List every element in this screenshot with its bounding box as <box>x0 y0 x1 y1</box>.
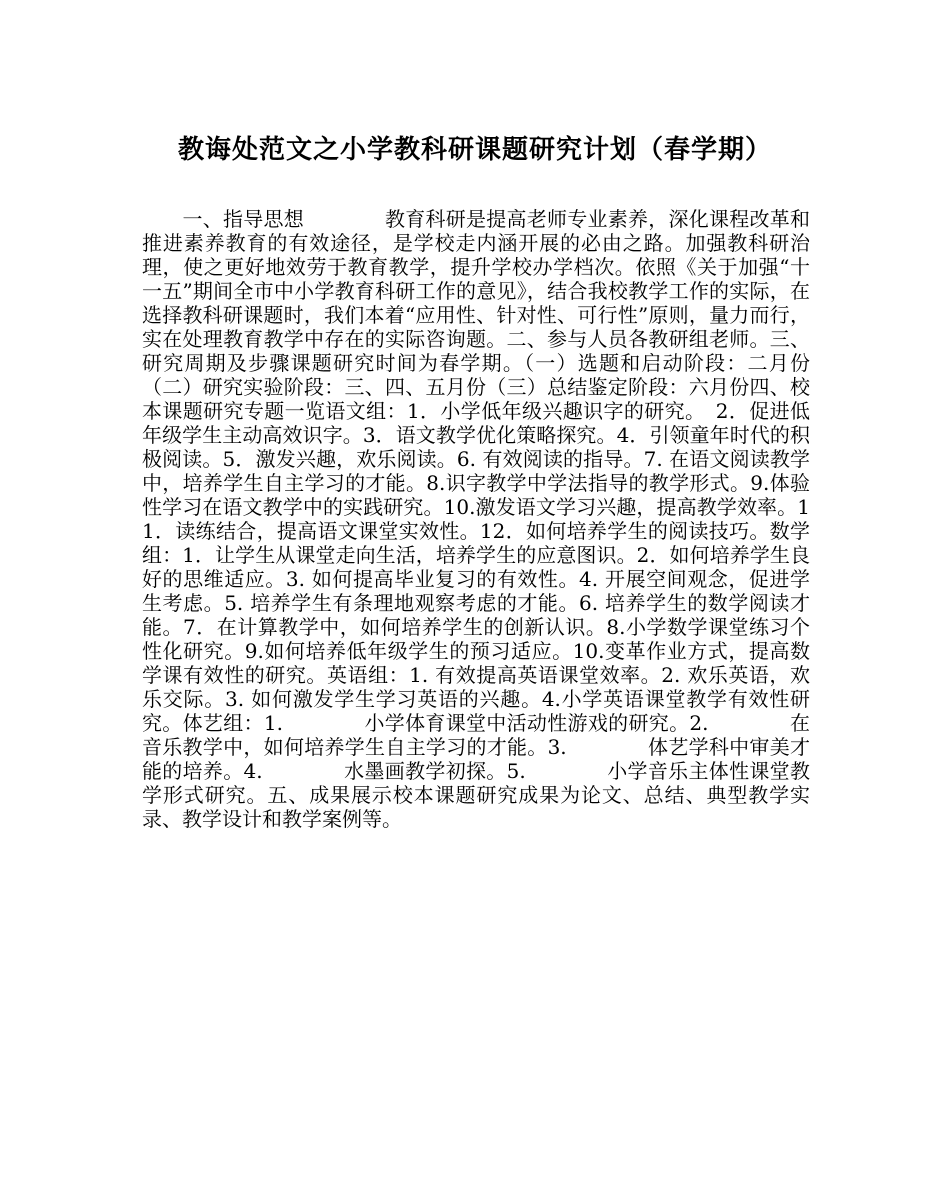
document-body: 一、指导思想 教育科研是提高老师专业素养，深化课程改革和推进素养教育的有效途径，是学校走内涵开展的必由之路。加强教科研治理，使之更好地效劳于教育教学，提升学校办学档次。依照《关于加强“十一五”期间全市中小学教育科研工作的意见》，结合我校教学工作的实际，在选择教科研课题时，我们本着“应用性、针对性、可行性”原则，量力而行，实在处理教育教学中存在的实际咨询题。二、参与人员各教研组老师。三、研究周期及步骤课题研究时间为春学期。（一）选题和启动阶段：二月份（二）研究实验阶段：三、四、五月份（三）总结鉴定阶段：六月份四、校本课题研究专题一览语文组：1．小学低年级兴趣识字的研究。 2．促进低年级学生主动高效识字。3．语文教学优化策略探究。4．引领童年时代的积极阅读。5．激发兴趣，欢乐阅读。6. 有效阅读的指导。7. 在语文阅读教学中，培养学生自主学习的才能。8.识字教学中学法指导的教学形式。9.体验性学习在语文教学中的实践研究。10.激发语文学习兴趣，提高教学效率。11．读练结合，提高语文课堂实效性。12．如何培养学生的阅读技巧。数学组：1．让学生从课堂走向生活，培养学生的应意图识。2．如何培养学生良好的思维适应。3. 如何提高毕业复习的有效性。4. 开展空间观念，促进学生考虑。5. 培养学生有条理地观察考虑的才能。6. 培养学生的数学阅读才能。7．在计算教学中，如何培养学生的创新认识。8.小学数学课堂练习个性化研究。9.如何培养低年级学生的预习适应。10.变革作业方式，提高数学课有效性的研究。英语组：1. 有效提高英语课堂效率。2. 欢乐英语，欢乐交际。3. 如何激发学生学习英语的兴趣。4.小学英语课堂教学有效性研究。体艺组：1. 小学体育课堂中活动性游戏的研究。2. 在音乐教学中，如何培养学生自主学习的才能。3. 体艺学科中审美才能的培养。4. 水墨画教学初探。5. 小学音乐主体性课堂教学形式研究。五、成果展示校本课题研究成果为论文、总结、典型教学实录、教学设计和教学案例等。 <box>142 207 810 831</box>
document-title: 教诲处范文之小学教科研课题研究计划（春学期） <box>177 135 772 165</box>
